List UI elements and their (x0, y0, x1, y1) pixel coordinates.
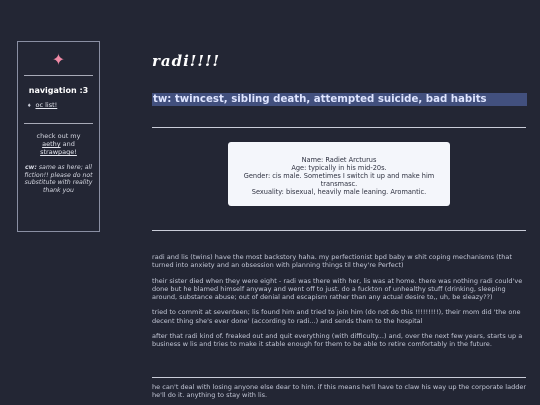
section-divider (152, 127, 526, 128)
links-prefix: check out my (36, 132, 81, 140)
character-info-box (228, 142, 450, 206)
links-text (24, 132, 93, 156)
cw-label: cw: (25, 164, 37, 171)
backstory-paragraph: their sister died when they were eight - radi was there with her, lis was at home. there was nothing radi could've done but he blamed himself anyway and went off to just. do a fuckton of unhealthy stuff (drinking, sleeping around, substance abuse; out of denial and escapism rather than any actual desire to,, uh, be sleazy??) (152, 276, 523, 302)
sparkle-icon: ✦ (51, 50, 66, 69)
nav-item-oc-list (27, 101, 93, 109)
section-divider (152, 230, 526, 231)
backstory-paragraph-final: he can't deal with losing anyone else dear to him. if this means he'll have to claw his way up the corporate ladder he'll do it. anything to stay with lis. (152, 383, 527, 400)
sidebar-divider (24, 123, 93, 124)
section-divider (152, 377, 526, 378)
sidebar (17, 41, 100, 232)
backstory-paragraph: tried to commit at seventeen; lis found him and tried to join him (do not do this !!!!!!!!!), their mom did 'the one decent thing she's ever done' (according to radi...) and sends them to the hospital (152, 308, 521, 325)
info-gender: Gender: cis male. Sometimes I switch it up and make him transmasc. (243, 172, 435, 189)
oc-list-link[interactable]: oc list! (35, 101, 58, 109)
info-age: Age: typically in his mid-20s. (291, 164, 387, 173)
sidebar-divider (24, 75, 93, 76)
navigation-title: navigation :3 (28, 86, 89, 95)
aethy-link[interactable]: aethy (42, 140, 61, 148)
info-name: Name: Radiet Arcturus (301, 156, 377, 164)
content-warning-note (24, 164, 93, 194)
trigger-warning-banner: tw: twincest, sibling death, attempted suicide, bad habits (152, 93, 527, 106)
page-title: radi!!!! (152, 52, 221, 70)
backstory-paragraph: after that radi kind of. freaked out and quit everything (with difficulty...) and, over the next few years, starts up a business w lis and tries to make it stable enough for them to be able to retire comfortably in the future. (152, 332, 523, 349)
strawpage-link[interactable]: strawpage! (40, 148, 77, 156)
navigation-list (27, 101, 93, 109)
cw-text: same as here; all fiction!! please do not substitute with reality thank you (24, 164, 93, 194)
backstory-text (152, 253, 528, 400)
links-and: and (62, 140, 75, 148)
backstory-paragraph: radi and lis (twins) have the most backstory haha. my perfectionist bpd baby w shit coping mechanisms (that turned into anxiety and an obsession with planning things til they're Perfect) (152, 253, 512, 270)
info-sexuality: Sexuality: bisexual, heavily male leaning. Aromantic. (251, 188, 427, 197)
